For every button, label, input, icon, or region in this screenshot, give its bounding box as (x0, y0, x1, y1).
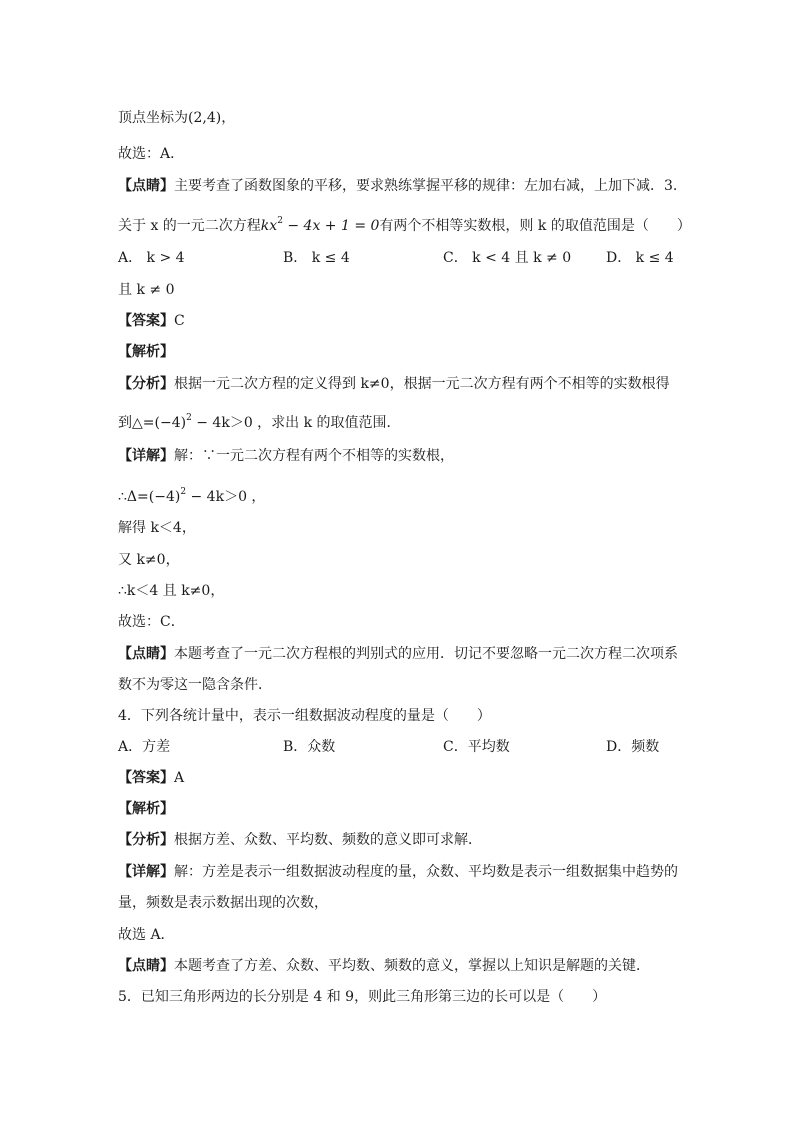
paragraph-text: 根据一元二次方程的定义得到 k≠0，根据一元二次方程有两个不相等的实数根得 (174, 376, 670, 392)
formula-line (118, 408, 401, 433)
option-b: B． k ≤ 4 (283, 250, 350, 266)
formula-part: 到△=(−4) (118, 415, 187, 431)
exponent: 2 (277, 216, 283, 226)
formula-part: − 4k＞0 ， (186, 489, 266, 505)
option-a: A．方差 (118, 739, 171, 755)
analysis-paragraph (118, 374, 670, 394)
exponent: 2 (180, 487, 187, 497)
answer-value: A (174, 770, 185, 786)
section-tag: 【解析】 (118, 801, 174, 817)
question-4-stem: 4．下列各统计量中，表示一组数据波动程度的量是（ ） (118, 708, 491, 724)
paragraph-text: 主要考查了函数图象的平移，要求熟练掌握平移的规律：左加右减，上加下减．3. (174, 178, 678, 194)
paragraph-text: 根据方差、众数、平均数、频数的意义即可求解． (174, 832, 482, 848)
equation (261, 218, 380, 234)
text-line: 量，频数是表示数据出现的次数， (118, 895, 328, 911)
comment-paragraph (118, 644, 678, 664)
stem-text: 关于 x 的一元二次方程 (118, 218, 261, 234)
section-tag: 【解析】 (118, 344, 174, 360)
section-tag: 【分析】 (118, 376, 174, 392)
text-line: 数不为零这一隐含条件． (118, 677, 272, 693)
section-tag: 【点睛】 (118, 646, 174, 662)
text-line: 故选：A． (118, 146, 185, 162)
text-line: 解得 k＜4， (118, 520, 196, 536)
answer-line (118, 311, 185, 331)
formula-part: ∴Δ=(−4) (118, 489, 181, 505)
stem-text: 有两个不相等实数根，则 k 的取值范围是（ ） (379, 218, 691, 234)
equation-part: kx (260, 218, 278, 234)
formula-part: − 4k＞0 ，求出 k 的取值范围． (191, 415, 401, 431)
section-tag: 【详解】 (118, 864, 174, 880)
section-tag: 【答案】 (118, 313, 174, 329)
question-3-stem (118, 211, 691, 236)
comment-paragraph (118, 176, 677, 196)
option-c: C． k < 4 且 k ≠ 0 (443, 250, 572, 266)
formula-line (118, 482, 265, 507)
answer-value: C (174, 313, 185, 329)
paragraph-text: 本题考查了方差、众数、平均数、频数的意义，掌握以上知识是解题的关键． (174, 958, 650, 974)
text-line: 故选：C． (118, 614, 185, 630)
comment-paragraph (118, 956, 650, 976)
section-tag: 【详解】 (118, 448, 174, 464)
text-line: 故选 A． (118, 927, 175, 943)
option-c: C．平均数 (443, 739, 510, 755)
section-tag: 【答案】 (118, 770, 174, 786)
question-5-stem: 5．已知三角形两边的长分别是 4 和 9，则此三角形第三边的长可以是（ ） (118, 989, 607, 1005)
option-d: D． k ≤ 4 (606, 250, 674, 266)
detail-paragraph (118, 862, 678, 882)
paragraph-text: 解：方差是表示一组数据波动程度的量，众数、平均数是表示一组数据集中趋势的 (174, 864, 678, 880)
answer-line (118, 768, 184, 788)
detail-paragraph (118, 446, 454, 466)
option-a: A． k > 4 (118, 250, 185, 266)
analysis-paragraph (118, 830, 482, 850)
paragraph-text: 解：∵一元二次方程有两个不相等的实数根， (174, 448, 454, 464)
exponent: 2 (186, 413, 192, 423)
text-line: 顶点坐标为(2,4)， (118, 110, 236, 126)
section-tag: 【点睛】 (118, 178, 174, 194)
section-tag: 【点睛】 (118, 958, 174, 974)
equation-part: − 4x + 1 = 0 (282, 218, 380, 234)
text-line: ∴k＜4 且 k≠0， (118, 583, 225, 599)
text-line: 且 k ≠ 0 (118, 282, 175, 298)
section-tag: 【分析】 (118, 832, 174, 848)
option-d: D．频数 (606, 739, 660, 755)
paragraph-text: 本题考查了一元二次方程根的判别式的应用．切记不要忽略一元二次方程二次项系 (174, 646, 678, 662)
option-b: B．众数 (283, 739, 336, 755)
text-line: 又 k≠0， (118, 552, 180, 568)
